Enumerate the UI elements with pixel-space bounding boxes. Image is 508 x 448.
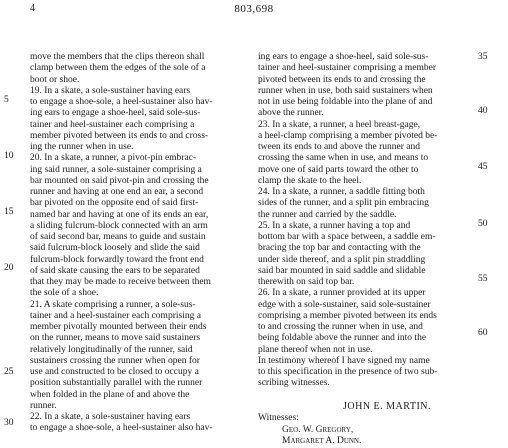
text-line: sides of the runner, and a split pin embracing — [258, 198, 429, 209]
text-line: runner and having at one end an ear, a second — [30, 187, 204, 197]
text-line: bottom bar with a space between, a saddle em- — [258, 232, 436, 242]
text-line: of said second bar, means to guide and sustain — [30, 232, 206, 242]
text-line: above the runner. — [258, 108, 324, 119]
text-line: clamp between them the edges of the sole of a — [30, 63, 206, 74]
text-line: use and constructed to be closed to occupy a — [30, 367, 199, 377]
text-line: ing the runner when in use. — [30, 142, 134, 152]
text-line: under side thereof, and a split pin straddling — [258, 254, 426, 265]
text-line: fulcrum-block forwardly toward the front end — [30, 254, 204, 265]
text-line: not in use being foldable into the plane of and — [258, 97, 433, 107]
line-number: 30 — [4, 418, 14, 428]
patent-number: 803,698 — [234, 3, 274, 15]
text-line: bar pivoted on the opposite end of said first- — [30, 198, 199, 209]
witness-name: Margaret A. Dunn. — [282, 436, 362, 446]
text-line: that they may be made to receive between them — [30, 277, 211, 287]
text-line: runner. — [30, 400, 57, 411]
text-line: bar mounted on said pivot-pin and crossing the — [30, 175, 209, 186]
right-column — [258, 52, 466, 390]
text-line: scribing witnesses. — [258, 378, 330, 389]
line-number: 55 — [478, 274, 488, 284]
line-number: 45 — [478, 162, 488, 172]
text-line: 20. In a skate, a runner, a pivot-pin embrac- — [30, 153, 197, 164]
text-line: edge with a sole-sustainer, said sole-sustainer — [258, 299, 431, 310]
text-line: to engage a shoe-sole, a heel-sustainer also hav- — [30, 97, 213, 107]
text-line: In testimony whereof I have signed my name — [258, 355, 430, 366]
text-line: member pivotally mounted between their ends — [30, 322, 207, 332]
text-line: pivoted between its ends to and crossing the — [258, 74, 426, 85]
text-line: relatively longitudinally of the runner, said — [30, 344, 193, 355]
text-line: comprising a member pivoted between its ends — [258, 310, 437, 321]
text-line: position substantially parallel with the runner — [30, 378, 203, 389]
text-line: ing said runner, a sole-sustainer comprising a — [30, 164, 202, 175]
text-line: plane thereof when not in use. — [258, 344, 373, 355]
witnesses-label: Witnesses: — [258, 413, 299, 423]
text-line: of said skate causing the ears to be separated — [30, 265, 200, 276]
text-line: 24. In a skate, a runner, a saddle fitting both — [258, 187, 425, 197]
text-line: clamp the skate to the heel. — [258, 175, 362, 186]
page-number: 4 — [30, 3, 35, 14]
text-line: 22. In a skate, a sole-sustainer having ears — [30, 412, 191, 422]
text-line: ing ears to engage a shoe-heel, said sole-sus- — [30, 108, 201, 119]
line-number: 35 — [478, 52, 488, 62]
text-line: a sliding fulcrum-block connected with an arm — [30, 220, 208, 231]
line-number: 15 — [4, 207, 14, 217]
line-number: 50 — [478, 219, 488, 229]
text-line: the runner and carried by the saddle. — [258, 209, 397, 220]
text-line: 26. In a skate, a runner provided at its upper — [258, 288, 426, 299]
text-line: said bar mounted in said saddle and slidable — [258, 265, 426, 276]
text-line: tainer and heel-sustainer each comprising a — [30, 119, 195, 130]
line-number: 60 — [478, 328, 488, 338]
text-line: therewith on said top bar. — [258, 277, 355, 287]
line-number: 40 — [478, 106, 488, 116]
text-line: named bar and having at one of its ends an ear, — [30, 209, 209, 220]
text-line: said fulcrum-block loosely and slide the said — [30, 243, 200, 254]
text-line: when folded in the plane of and above the — [30, 389, 190, 400]
line-number: 20 — [4, 263, 14, 273]
text-line: tainer and heel-sustainer comprising a member — [258, 63, 437, 74]
text-line: 21. A skate comprising a runner, a sole-sus- — [30, 299, 196, 310]
text-line: bracing the top bar and contacting with the — [258, 243, 421, 254]
text-line: 25. In a skate, a runner having a top and — [258, 220, 411, 231]
text-line: being foldable above the runner and into the — [258, 333, 427, 344]
text-line: boot or shoe. — [30, 74, 80, 85]
line-number: 5 — [4, 95, 9, 105]
text-line: 23. In a skate, a runner, a heel breast-gage, — [258, 119, 421, 130]
text-line: tainer and a heel-sustainer each comprising a — [30, 310, 201, 321]
text-line: member pivoted between its ends to and cross- — [30, 130, 209, 141]
text-line: a heel-clamp comprising a member pivoted be- — [258, 130, 438, 141]
text-line: to engage a shoe-sole, a heel-sustainer also hav- — [30, 423, 213, 434]
text-line: crossing the same when in use, and means to — [258, 153, 429, 164]
text-line: ing ears to engage a shoe-heel, said sole-sus- — [258, 52, 429, 62]
line-number: 25 — [4, 367, 14, 377]
text-line: sustainers crossing the runner when open for — [30, 355, 200, 366]
inventor-signature: JOHN E. MARTIN. — [343, 401, 432, 412]
left-column — [30, 52, 238, 435]
text-line: to and crossing the runner when in use, and — [258, 322, 423, 332]
text-line: move the members that the clips thereon shall — [30, 52, 205, 62]
witnesses-block — [258, 413, 361, 448]
text-line: 19. In a skate, a sole-sustainer having ears — [30, 85, 191, 96]
text-line: to this specification in the presence of two sub- — [258, 367, 438, 377]
witness-name: Geo. W. Gregory, — [282, 424, 354, 435]
text-line: on the runner, means to move said sustainers — [30, 333, 201, 344]
line-number: 10 — [4, 151, 14, 161]
text-line: runner when in use, both said sustainers when — [258, 85, 433, 96]
text-line: the sole of a shoe. — [30, 288, 99, 299]
text-line: tween its ends to and above the runner and — [258, 142, 420, 152]
text-line: move one of said parts toward the other to — [258, 164, 419, 175]
